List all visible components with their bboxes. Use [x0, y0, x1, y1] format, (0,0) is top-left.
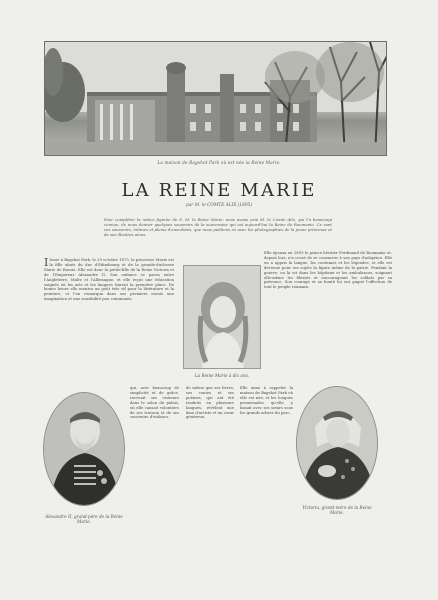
article-intro: Pour compléter la notice figurée de S. M. la Reine Marie, nous avons prié M. le Comte Alix, qui l'a beaucoup connue, de nous donner quelques souvenirs de la souveraine qui est aujourd'hui la Reine de Roumanie. Ce sont ces souvenirs, intimes et pleins d'anecdotes, que nous publions ici avec les photographies de la jeune princesse et de ses illustres aïeux. [104, 217, 332, 237]
article-column-middle: de même que ses livres, ses contes et ses poèmes, qui ont été traduits en plusieurs langues, révèlent une âme d'artiste et un cœur généreux. [186, 386, 234, 420]
drop-cap: I [44, 258, 49, 269]
article-column-left [44, 258, 174, 378]
alexander-ii-caption: Alexandre II, grand-père de la Reine Marie. [45, 514, 123, 524]
alexander-ii-portrait [43, 392, 125, 506]
victoria-portrait [296, 386, 378, 500]
article-title: LA REINE MARIE [121, 180, 317, 201]
victoria-caption: Victoria, grand-mère de la Reine Marie. [302, 505, 372, 515]
article-byline: par M. le COMTE ALIX (1895) [185, 203, 253, 208]
child-portrait-photo [183, 265, 261, 369]
top-photo-caption: La maison de Bagshot Park où est née la Reine Marie. [157, 161, 281, 166]
child-photo-caption: La Reine Marie à dix ans. [194, 373, 250, 378]
article-column-middle-left: qui, avec beaucoup de simplicité et de grâce, recevait ses visiteurs dans le salon du palais, où elle causait volontiers de ses travaux et de ses souvenirs d'enfance. [130, 386, 179, 420]
column-left-text: Issue à Bagshot Park, le 29 octobre 1875, la princesse Marie est la fille aînée du duc d'Édimbourg et de la grande-duchesse Marie de Russie. Elle est donc la petite-fille de la Reine Victoria et de l'Empereur Alexandre II. Son enfance se passa entre l'Angleterre, Malte et l'Allemagne, et elle reçut une éducation soignée où les arts et les langues tinrent la première place. De bonne heure elle montra un goût très vif pour la littérature et la peinture, et l'on remarqua dans ses premiers essais une imagination et une sensibilité peu communes. [44, 258, 174, 302]
bagshot-park-photo [44, 41, 387, 156]
article-column-middle-right: Elle aime à rappeler la maison de Bagshot Park où elle est née, et les longues promenades qu'elle y faisait avec ses sœurs sous les grands arbres du parc. [240, 386, 293, 415]
article-column-right: Elle épousa en 1893 le prince héritier Ferdinand de Roumanie et, depuis lors, n'a cessé de se consacrer à son pays d'adoption. Elle en a appris la langue, les coutumes et les légendes, et elle est devenue pour ses sujets la figure même de la patrie. Pendant la guerre, on la vit dans les hôpitaux et les ambulances, soignant elle-même les blessés et encourageant les soldats par sa présence. Son courage et sa bonté lui ont gagné l'affection de tout le peuple roumain. [264, 251, 392, 290]
